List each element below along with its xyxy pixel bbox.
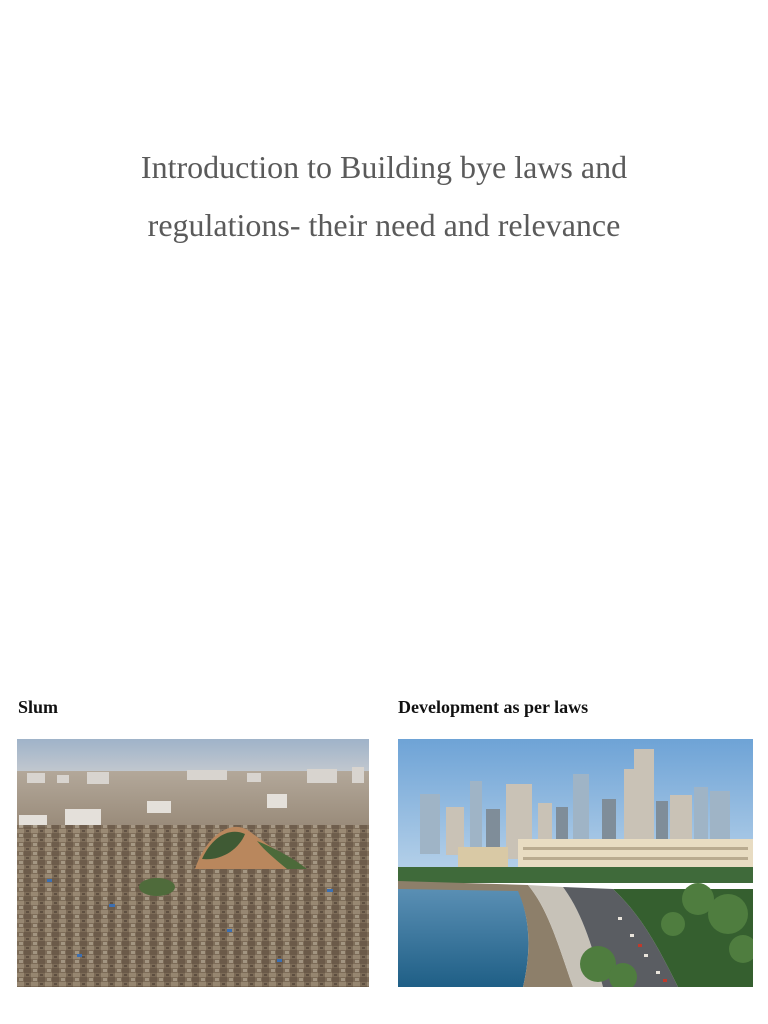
development-photo [398,739,753,987]
slum-photo [17,739,369,987]
development-caption: Development as per laws [398,697,589,717]
title-line-1: Introduction to Building bye laws and [140,149,628,185]
document-title [0,138,768,254]
slum-caption: Slum [18,697,59,717]
title-line-2: regulations- their need and relevance [147,207,621,243]
